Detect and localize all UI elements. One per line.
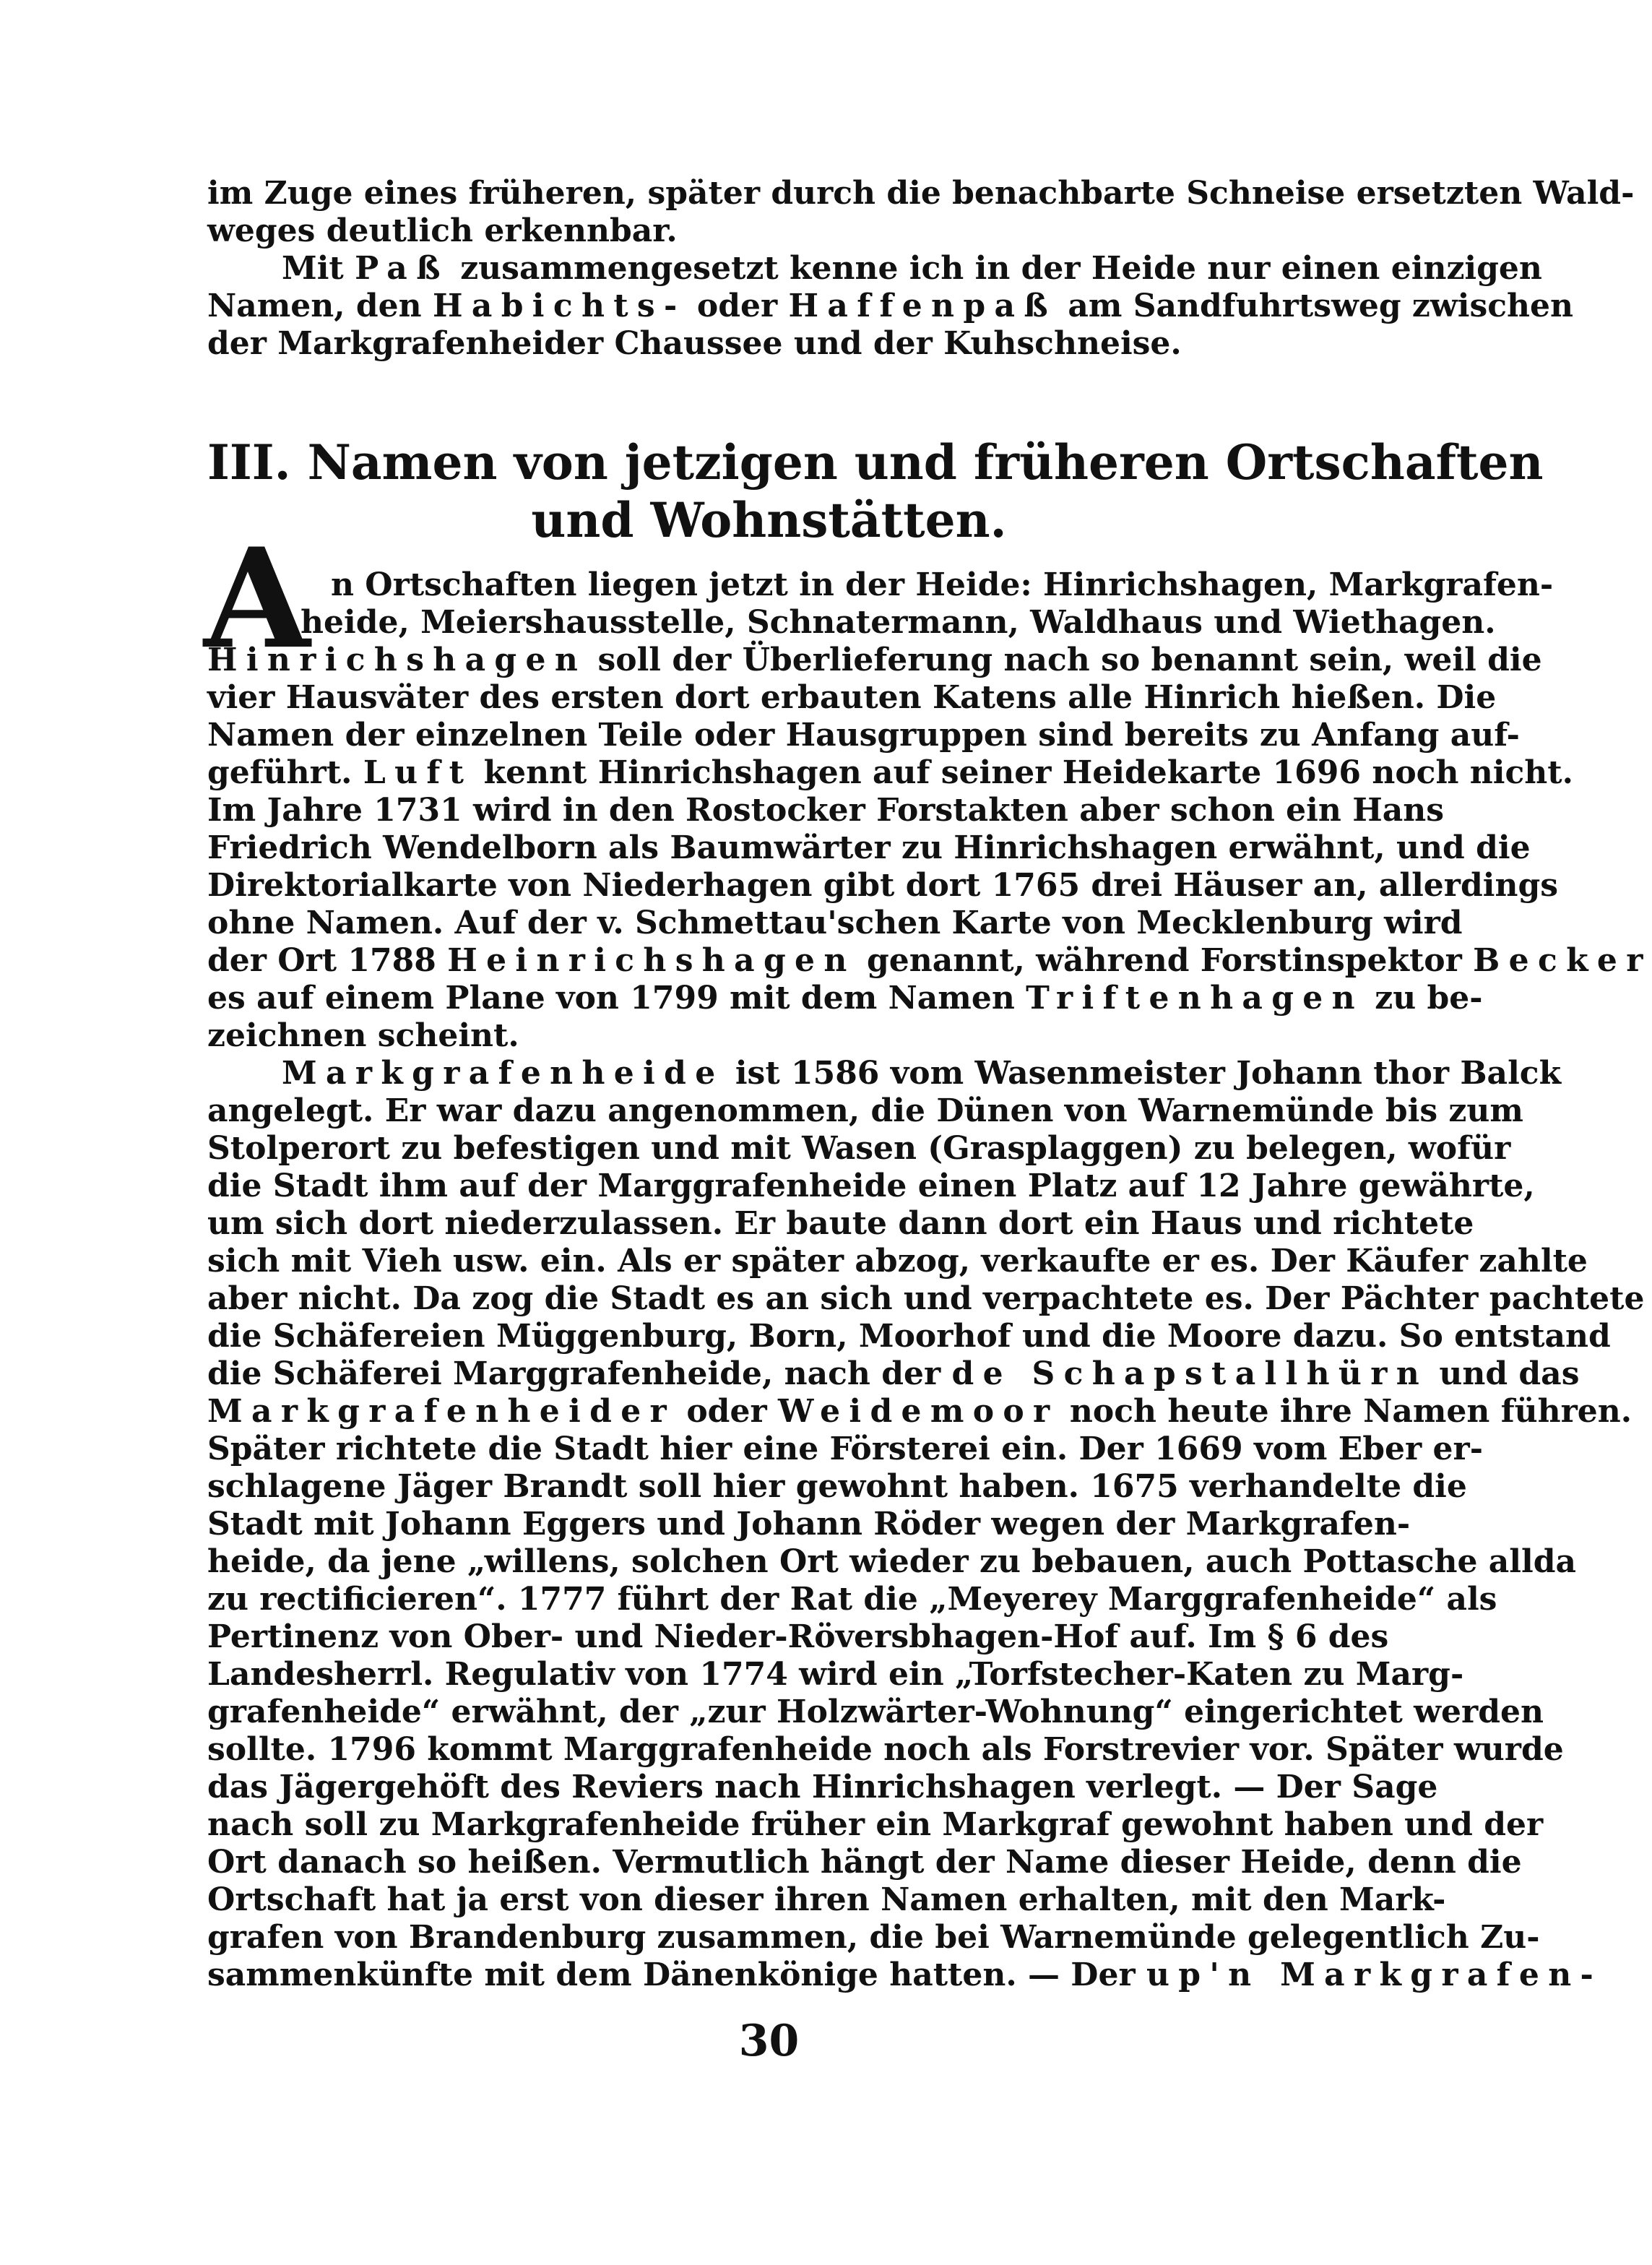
text-line: [207, 942, 1652, 980]
spaced-term: Triftenhagen: [1026, 980, 1364, 1017]
text-line: angelegt. Er war dazu angenommen, die Dünen von Warnemünde bis zum: [207, 1092, 1523, 1129]
text-line: Ort danach so heißen. Vermutlich hängt der Name dieser Heide, denn die: [207, 1844, 1522, 1881]
text-line: das Jägergehöft des Reviers nach Hinrichshagen verlegt. — Der Sage: [207, 1769, 1438, 1805]
spaced-term: Markgrafenheider: [207, 1393, 676, 1430]
text-line: im Zuge eines früheren, später durch die benachbarte Schneise ersetzten Wald-: [207, 175, 1635, 212]
text-line: Ortschaft hat ja erst von dieser ihren Namen erhalten, mit den Mark-: [207, 1881, 1446, 1918]
text-line: zu rectificieren“. 1777 führt der Rat die „Meyerey Marggrafenheide“ als: [207, 1581, 1497, 1618]
text-line: heide, Meiershausstelle, Schnatermann, Waldhaus und Wiethagen.: [300, 604, 1496, 641]
spaced-term: up'n Markgrafen-: [1146, 1956, 1603, 1993]
text-run: der Ort 1788: [207, 942, 448, 979]
text-run: oder: [686, 288, 789, 324]
text-line: die Stadt ihm auf der Marggrafenheide einen Platz auf 12 Jahre gewährte,: [207, 1168, 1535, 1204]
text-line: [207, 1393, 1632, 1431]
text-line: grafen von Brandenburg zusammen, die bei Warnemünde gelegentlich Zu-: [207, 1919, 1540, 1956]
text-line: Namen der einzelnen Teile oder Hausgruppen sind bereits zu Anfang auf-: [207, 717, 1520, 754]
text-run: Namen, den: [207, 288, 433, 324]
text-run: es auf einem Plane von 1799 mit dem Namen: [207, 980, 1026, 1017]
text-line: Pertinenz von Ober- und Nieder-Röversbhagen-Hof auf. Im § 6 des: [207, 1618, 1389, 1655]
spaced-term: Heinrichshagen: [447, 942, 856, 979]
text-line: [207, 1956, 1603, 1994]
spaced-term: Hinrichshagen: [207, 642, 587, 678]
spaced-term: de Schapstallhürn: [951, 1355, 1429, 1392]
spaced-term: Weidemoor: [777, 1393, 1059, 1430]
text-run: noch heute ihre Namen führen.: [1058, 1393, 1632, 1430]
text-line: ohne Namen. Auf der v. Schmettau'schen Karte von Mecklenburg wird: [207, 905, 1463, 941]
text-line: Direktorialkarte von Niederhagen gibt dort 1765 drei Häuser an, allerdings: [207, 867, 1558, 904]
text-run: die Schäferei Marggrafenheide, nach der: [207, 1355, 952, 1392]
text-line: [207, 288, 1574, 325]
text-line: [282, 250, 1542, 288]
text-line: Friedrich Wendelborn als Baumwärter zu Hinrichshagen erwähnt, und die: [207, 829, 1531, 866]
page-number: 30: [738, 2016, 800, 2066]
text-run: ist 1586 vom Wasenmeister Johann thor Balck: [724, 1055, 1562, 1092]
text-run: sammenkünfte mit dem Dänenkönige hatten. — Der: [207, 1956, 1146, 1993]
spaced-term: Luft: [363, 754, 473, 791]
text-line: Später richtete die Stadt hier eine Försterei ein. Der 1669 vom Eber er-: [207, 1431, 1483, 1467]
text-line: schlagene Jäger Brandt soll hier gewohnt haben. 1675 verhandelte die: [207, 1468, 1467, 1505]
text-run: geführt.: [207, 754, 363, 791]
text-line: [207, 642, 1542, 679]
text-line: heide, da jene „willens, solchen Ort wieder zu bebauen, auch Pottasche allda: [207, 1543, 1577, 1580]
text-line: Stadt mit Johann Eggers und Johann Röder wegen der Markgrafen-: [207, 1506, 1411, 1543]
text-line: vier Hausväter des ersten dort erbauten Katens alle Hinrich hießen. Die: [207, 679, 1497, 716]
spaced-term: Habichts-: [432, 288, 686, 324]
text-line: zeichnen scheint.: [207, 1017, 519, 1054]
text-line: [207, 1355, 1580, 1393]
text-run: genannt, während Forstinspektor: [855, 942, 1474, 979]
text-run: kennt Hinrichshagen auf seiner Heidekarte 1696 noch nicht.: [472, 754, 1573, 791]
text-line: aber nicht. Da zog die Stadt es an sich und verpachtete es. Der Pächter pachtete: [207, 1280, 1645, 1317]
text-line: nach soll zu Markgrafenheide früher ein Markgraf gewohnt haben und der: [207, 1806, 1544, 1843]
text-line: weges deutlich erkennbar.: [207, 212, 678, 249]
text-line: Im Jahre 1731 wird in den Rostocker Forstakten aber schon ein Hans: [207, 792, 1445, 829]
text-run: soll der Überlieferung nach so benannt sein, weil die: [587, 642, 1542, 678]
text-line: die Schäfereien Müggenburg, Born, Moorhof und die Moore dazu. So entstand: [207, 1318, 1611, 1355]
text-run: und das: [1428, 1355, 1580, 1392]
section-heading-line: und Wohnstätten.: [531, 492, 1007, 548]
text-run: oder: [675, 1393, 778, 1430]
spaced-term: Haffenpaß: [788, 288, 1058, 324]
text-line: [207, 754, 1573, 792]
text-line: um sich dort niederzulassen. Er baute dann dort ein Haus und richtete: [207, 1205, 1474, 1242]
spaced-term: Becker: [1473, 942, 1652, 979]
spaced-term: Markgrafenheide: [282, 1055, 725, 1092]
text-line: [282, 1055, 1562, 1092]
text-run: Mit: [282, 250, 355, 287]
text-line: der Markgrafenheider Chaussee und der Kuhschneise.: [207, 325, 1182, 362]
text-run: zu be-: [1363, 980, 1483, 1017]
text-line: sich mit Vieh usw. ein. Als er später abzog, verkaufte er es. Der Käufer zahlte: [207, 1243, 1588, 1280]
text-line: Landesherrl. Regulativ von 1774 wird ein „Torfstecher-Katen zu Marg-: [207, 1656, 1464, 1693]
text-line: Stolperort zu befestigen und mit Wasen (Grasplaggen) zu belegen, wofür: [207, 1130, 1511, 1167]
text-line: [207, 980, 1483, 1017]
text-run: am Sandfuhrtsweg zwischen: [1057, 288, 1574, 324]
text-line: grafenheide“ erwähnt, der „zur Holzwärter-Wohnung“ eingerichtet werden: [207, 1694, 1544, 1730]
text-run: zusammengesetzt kenne ich in der Heide nur einen einzigen: [449, 250, 1542, 287]
section-heading-line: III. Namen von jetzigen und früheren Ortschaften: [207, 434, 1544, 491]
spaced-term: Paß: [355, 250, 449, 287]
text-line: sollte. 1796 kommt Marggrafenheide noch als Forstrevier vor. Später wurde: [207, 1731, 1564, 1768]
text-line: n Ortschaften liegen jetzt in der Heide: Hinrichshagen, Markgrafen-: [331, 566, 1554, 603]
drop-cap: A: [204, 518, 311, 679]
